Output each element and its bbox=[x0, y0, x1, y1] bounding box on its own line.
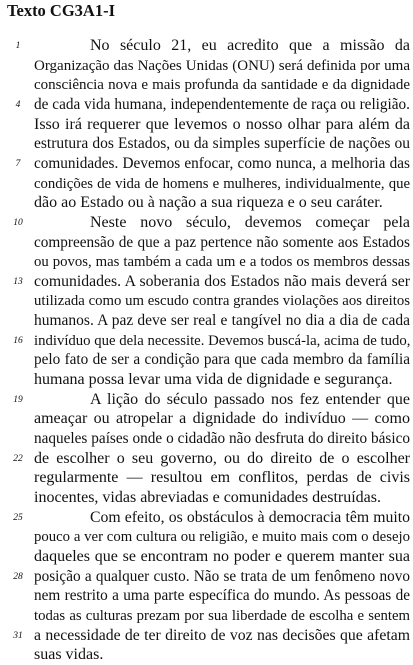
line-text: Neste novo século, devemos começar pela bbox=[90, 213, 410, 231]
line-number: 19 bbox=[13, 394, 23, 405]
text-line bbox=[7, 36, 413, 56]
text-line bbox=[7, 174, 413, 194]
text-line bbox=[7, 213, 413, 233]
line-text: compreensão de que a paz pertence não somente aos Estados bbox=[34, 233, 410, 251]
text-line bbox=[7, 527, 413, 547]
line-text: a necessidade de ter direito de voz nas decisões que afetam bbox=[34, 626, 410, 644]
line-text: naqueles países onde o cidadão não desfruta do direito básico bbox=[34, 430, 410, 447]
text-line bbox=[7, 193, 413, 213]
line-text: comunidades. A soberania dos Estados não mais deverá ser bbox=[34, 272, 410, 290]
text-title: Texto CG3A1-I bbox=[7, 1, 116, 20]
line-text: comunidades. Devemos enfocar, como nunca, a melhoria das bbox=[34, 154, 410, 172]
line-text: No século 21, eu acredito que a missão da bbox=[90, 37, 410, 54]
text-line bbox=[7, 429, 413, 449]
text-line bbox=[7, 409, 413, 429]
line-text: inocentes, vidas abreviadas e comunidades destruídas. bbox=[34, 488, 381, 506]
text-line bbox=[7, 468, 413, 488]
text-line bbox=[7, 134, 413, 154]
text-line bbox=[7, 311, 413, 331]
text-line bbox=[7, 508, 413, 528]
line-number: 10 bbox=[13, 217, 23, 228]
line-text: utilizada como um escudo contra grandes violações aos direitos bbox=[34, 293, 410, 310]
text-line bbox=[7, 350, 413, 370]
line-text: todas as culturas prezam por sua liberdade de escolha e sentem bbox=[34, 607, 410, 624]
line-number: 28 bbox=[13, 571, 23, 582]
text-line bbox=[7, 547, 413, 567]
line-text: pouco a ver com cultura ou religião, e muito mais com o desejo bbox=[34, 529, 410, 546]
line-number: 22 bbox=[13, 453, 23, 464]
line-text: posição a qualquer custo. Não se trata de um fenômeno novo bbox=[34, 567, 410, 585]
line-number: 16 bbox=[13, 335, 23, 346]
line-text: humanos. A paz deve ser real e tangível no dia a dia de cada bbox=[34, 312, 410, 330]
text-line bbox=[7, 645, 413, 665]
line-text: ou povos, mas também a cada um e a todos os membros dessas bbox=[34, 254, 410, 271]
text-line bbox=[7, 449, 413, 469]
line-text: pelo fato de ser a condição para que cada membro da família bbox=[34, 351, 410, 369]
text-line bbox=[7, 586, 413, 606]
text-line bbox=[7, 626, 413, 646]
line-number: 13 bbox=[13, 276, 23, 287]
line-text: indivíduo que dela necessite. Devemos buscá-la, acima de tudo, bbox=[34, 332, 411, 349]
line-text: Organização das Nações Unidas (ONU) será definida por uma bbox=[34, 57, 410, 74]
line-number: 25 bbox=[13, 512, 23, 523]
text-line bbox=[7, 233, 413, 253]
line-number: 31 bbox=[13, 630, 23, 641]
text-line bbox=[7, 331, 413, 351]
text-line bbox=[7, 291, 413, 311]
line-text: dão ao Estado ou à nação a sua riqueza e o seu caráter. bbox=[34, 194, 383, 212]
line-number: 1 bbox=[15, 41, 21, 51]
text-line bbox=[7, 390, 413, 410]
text-line bbox=[7, 115, 413, 135]
text-line bbox=[7, 75, 413, 95]
text-line bbox=[7, 154, 413, 174]
line-text: Com efeito, os obstáculos à democracia têm muito bbox=[90, 508, 410, 526]
text-line bbox=[7, 606, 413, 626]
line-number: 7 bbox=[15, 158, 21, 169]
line-text: nem restrito a uma parte específica do mundo. As pessoas de bbox=[34, 587, 410, 605]
line-text: consciência nova e mais profunda da santidade e da dignidade bbox=[34, 77, 410, 94]
line-text: ameaçar ou atropelar a dignidade do indivíduo — como bbox=[34, 410, 410, 428]
line-text: suas vidas. bbox=[34, 646, 104, 664]
text-line bbox=[7, 272, 413, 292]
line-text: daqueles que se encontram no poder e querem manter sua bbox=[34, 547, 410, 565]
line-text: regularmente — resultou em conflitos, perdas de civis bbox=[34, 469, 410, 487]
line-text: Isso irá requerer que levemos o nosso olhar para além da bbox=[34, 115, 410, 133]
line-text: de cada vida humana, independentemente de raça ou religião. bbox=[34, 95, 410, 113]
line-text: A lição do século passado nos fez entender que bbox=[90, 390, 410, 408]
line-text: condições de vida de homens e mulheres, individualmente, que bbox=[34, 175, 410, 192]
line-number: 4 bbox=[15, 99, 21, 110]
line-text: de escolher o seu governo, ou do direito de o escolher bbox=[34, 449, 410, 467]
line-text: humana possa levar uma vida de dignidade e segurança. bbox=[34, 371, 393, 388]
text-line bbox=[7, 56, 413, 76]
text-line bbox=[7, 488, 413, 508]
text-line bbox=[7, 567, 413, 587]
line-text: estrutura dos Estados, ou da simples superfície de nações ou bbox=[34, 135, 410, 153]
text-line bbox=[7, 95, 413, 115]
text-line bbox=[7, 252, 413, 272]
text-line bbox=[7, 370, 413, 390]
